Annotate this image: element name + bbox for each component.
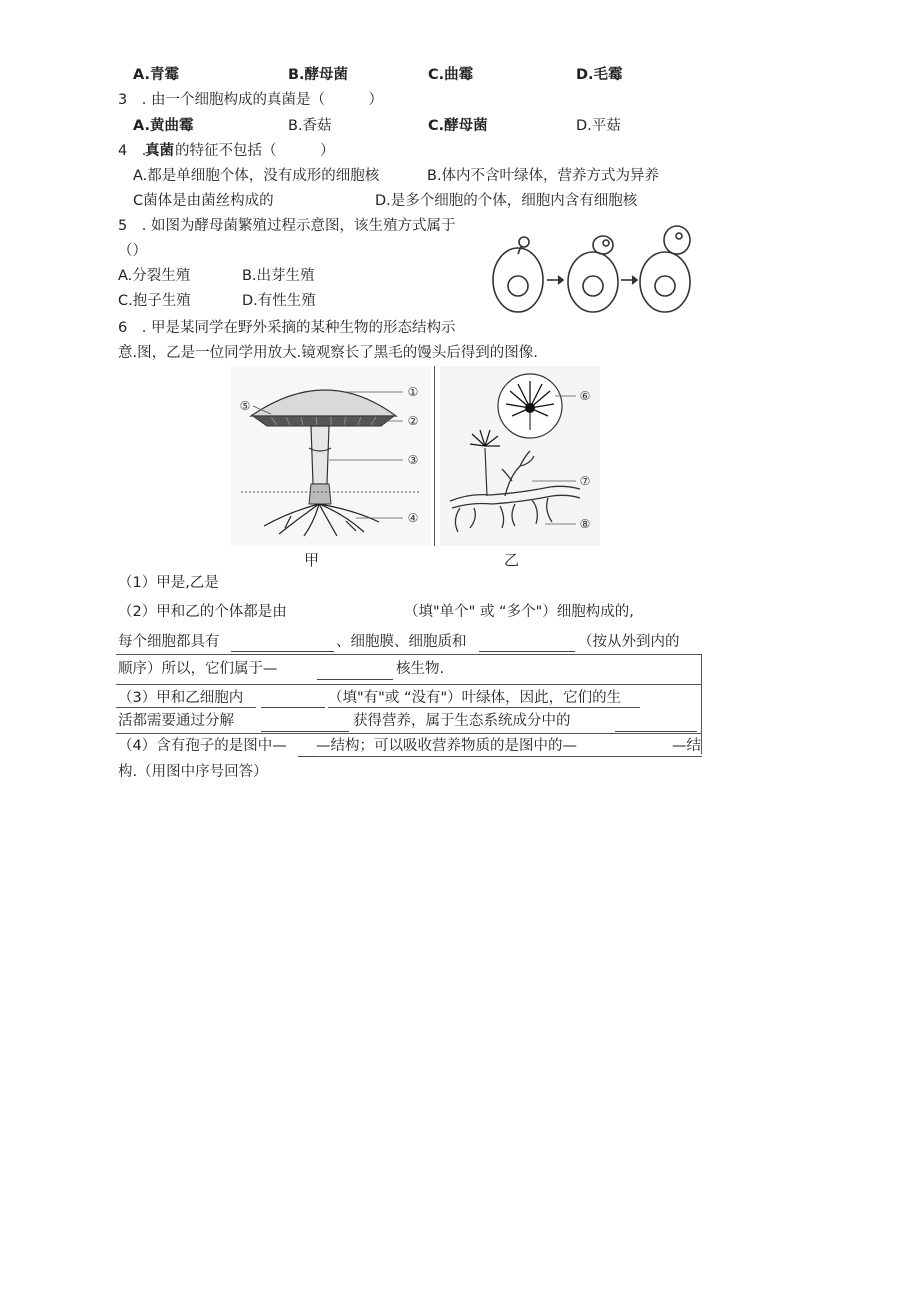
q2-option-b: B.酵母菌 <box>288 67 349 83</box>
figure-divider <box>434 366 435 546</box>
label-2: ② <box>407 414 419 428</box>
blank-spore-structure[interactable] <box>298 756 316 757</box>
label-4: ④ <box>407 511 419 525</box>
q5-option-b: B.出芽生殖 <box>242 268 315 284</box>
q6-stem-line1: 6 . 甲是某同学在野外采摘的某种生物的形态结构示 <box>118 320 456 336</box>
q6-sub4-part-c: —结 <box>672 738 701 754</box>
q4-number: 4 . <box>118 143 147 159</box>
q6-sub3-part-b: （填"有"或 “没有"）叶绿体，因此，它们的生 <box>328 690 622 706</box>
q2-option-c: C.曲霉 <box>428 67 474 83</box>
q3-stem: 3 . 由一个细胞构成的真菌是（ ） <box>118 92 383 108</box>
q6-sub2-part-a: （2）甲和乙的个体都是由 <box>118 604 287 620</box>
blank-organic-matter[interactable] <box>261 731 349 732</box>
label-3: ③ <box>407 453 419 467</box>
q4-bold-word: 真菌 <box>145 143 174 159</box>
q3-option-d: D.平菇 <box>576 118 621 134</box>
q6-sub2-part-d: 、细胞膜、细胞质和 <box>336 634 467 650</box>
q6-sub4-part-d: 构.（用图中序号回答） <box>118 764 268 780</box>
q6-sub4-part-a: （4）含有孢子的是图中— <box>118 738 287 754</box>
blank-cell-wall[interactable] <box>231 651 334 652</box>
q6-sub3-part-c: 活都需要通过分解 <box>118 713 234 729</box>
table-right-border <box>701 654 702 754</box>
row-line <box>116 707 256 708</box>
table-row-border <box>116 684 702 685</box>
q6-sub3-part-a: （3）甲和乙细胞内 <box>118 690 244 706</box>
table-row-border <box>116 733 702 734</box>
figure-yi-label: 乙 <box>504 551 520 569</box>
q6-sub2-part-e: （按从外到内的 <box>578 634 680 650</box>
q5-paren: （） <box>118 243 147 259</box>
mushroom-figure <box>231 366 431 551</box>
q6-sub2-part-f: 顺序）所以，它们属于— <box>118 661 278 677</box>
table-bottom-border <box>316 756 702 757</box>
q6-sub2-part-b: （填"单个" 或 “多个"）细胞构成的, <box>404 604 634 620</box>
q5-option-c: C.抱子生殖 <box>118 293 191 309</box>
q4-option-a: A.都是单细胞个体，没有成形的细胞核 <box>133 168 380 184</box>
q5-stem: 5 . 如图为酵母菌繁殖过程示意图，该生殖方式属于 <box>118 218 456 234</box>
q2-option-a: A.青霉 <box>133 67 179 83</box>
table-top-border <box>116 654 702 655</box>
label-8: ⑧ <box>579 517 591 531</box>
row-line <box>328 707 640 708</box>
q6-sub3-part-d: 获得营养，属于生态系统成分中的 <box>353 713 571 729</box>
q5-option-a: A.分裂生殖 <box>118 268 191 284</box>
yeast-budding-figure <box>490 220 705 320</box>
q4-option-b: B.体内不含叶绿体，营养方式为异养 <box>427 168 660 184</box>
q3-option-b: B.香菇 <box>288 118 332 134</box>
q6-sub4-part-b: —结构；可以吸收营养物质的是图中的— <box>316 738 577 754</box>
blank-eukaryote[interactable] <box>317 679 393 680</box>
blank-nucleus[interactable] <box>479 651 575 652</box>
blank-chloroplast[interactable] <box>261 707 325 708</box>
q4-stem: 的特征不包括（ ） <box>175 143 335 159</box>
label-1: ① <box>407 385 419 399</box>
figure-jia-label: 甲 <box>304 551 320 569</box>
q6-sub2-part-c: 每个细胞都具有 <box>118 634 220 650</box>
q6-stem-line2: 意.图，乙是一位同学用放大.镜观察长了黑毛的馒头后得到的图像. <box>118 345 538 361</box>
q4-option-d: D.是多个细胞的个体，细胞内含有细胞核 <box>375 193 638 209</box>
label-5: ⑤ <box>239 399 251 413</box>
q3-option-a: A.黄曲霉 <box>133 118 194 134</box>
blank-decomposer[interactable] <box>615 731 697 732</box>
q3-option-c: C.酵母菌 <box>428 118 488 134</box>
q4-option-c: C菌体是由菌丝构成的 <box>133 193 274 209</box>
q5-option-d: D.有性生殖 <box>242 293 316 309</box>
q6-sub2-part-g: 核生物. <box>396 661 445 677</box>
q6-sub1: （1）甲是,乙是 <box>118 575 219 591</box>
label-7: ⑦ <box>579 474 591 488</box>
mold-figure <box>440 366 600 546</box>
q2-option-d: D.毛霉 <box>576 67 623 83</box>
label-6: ⑥ <box>579 389 591 403</box>
